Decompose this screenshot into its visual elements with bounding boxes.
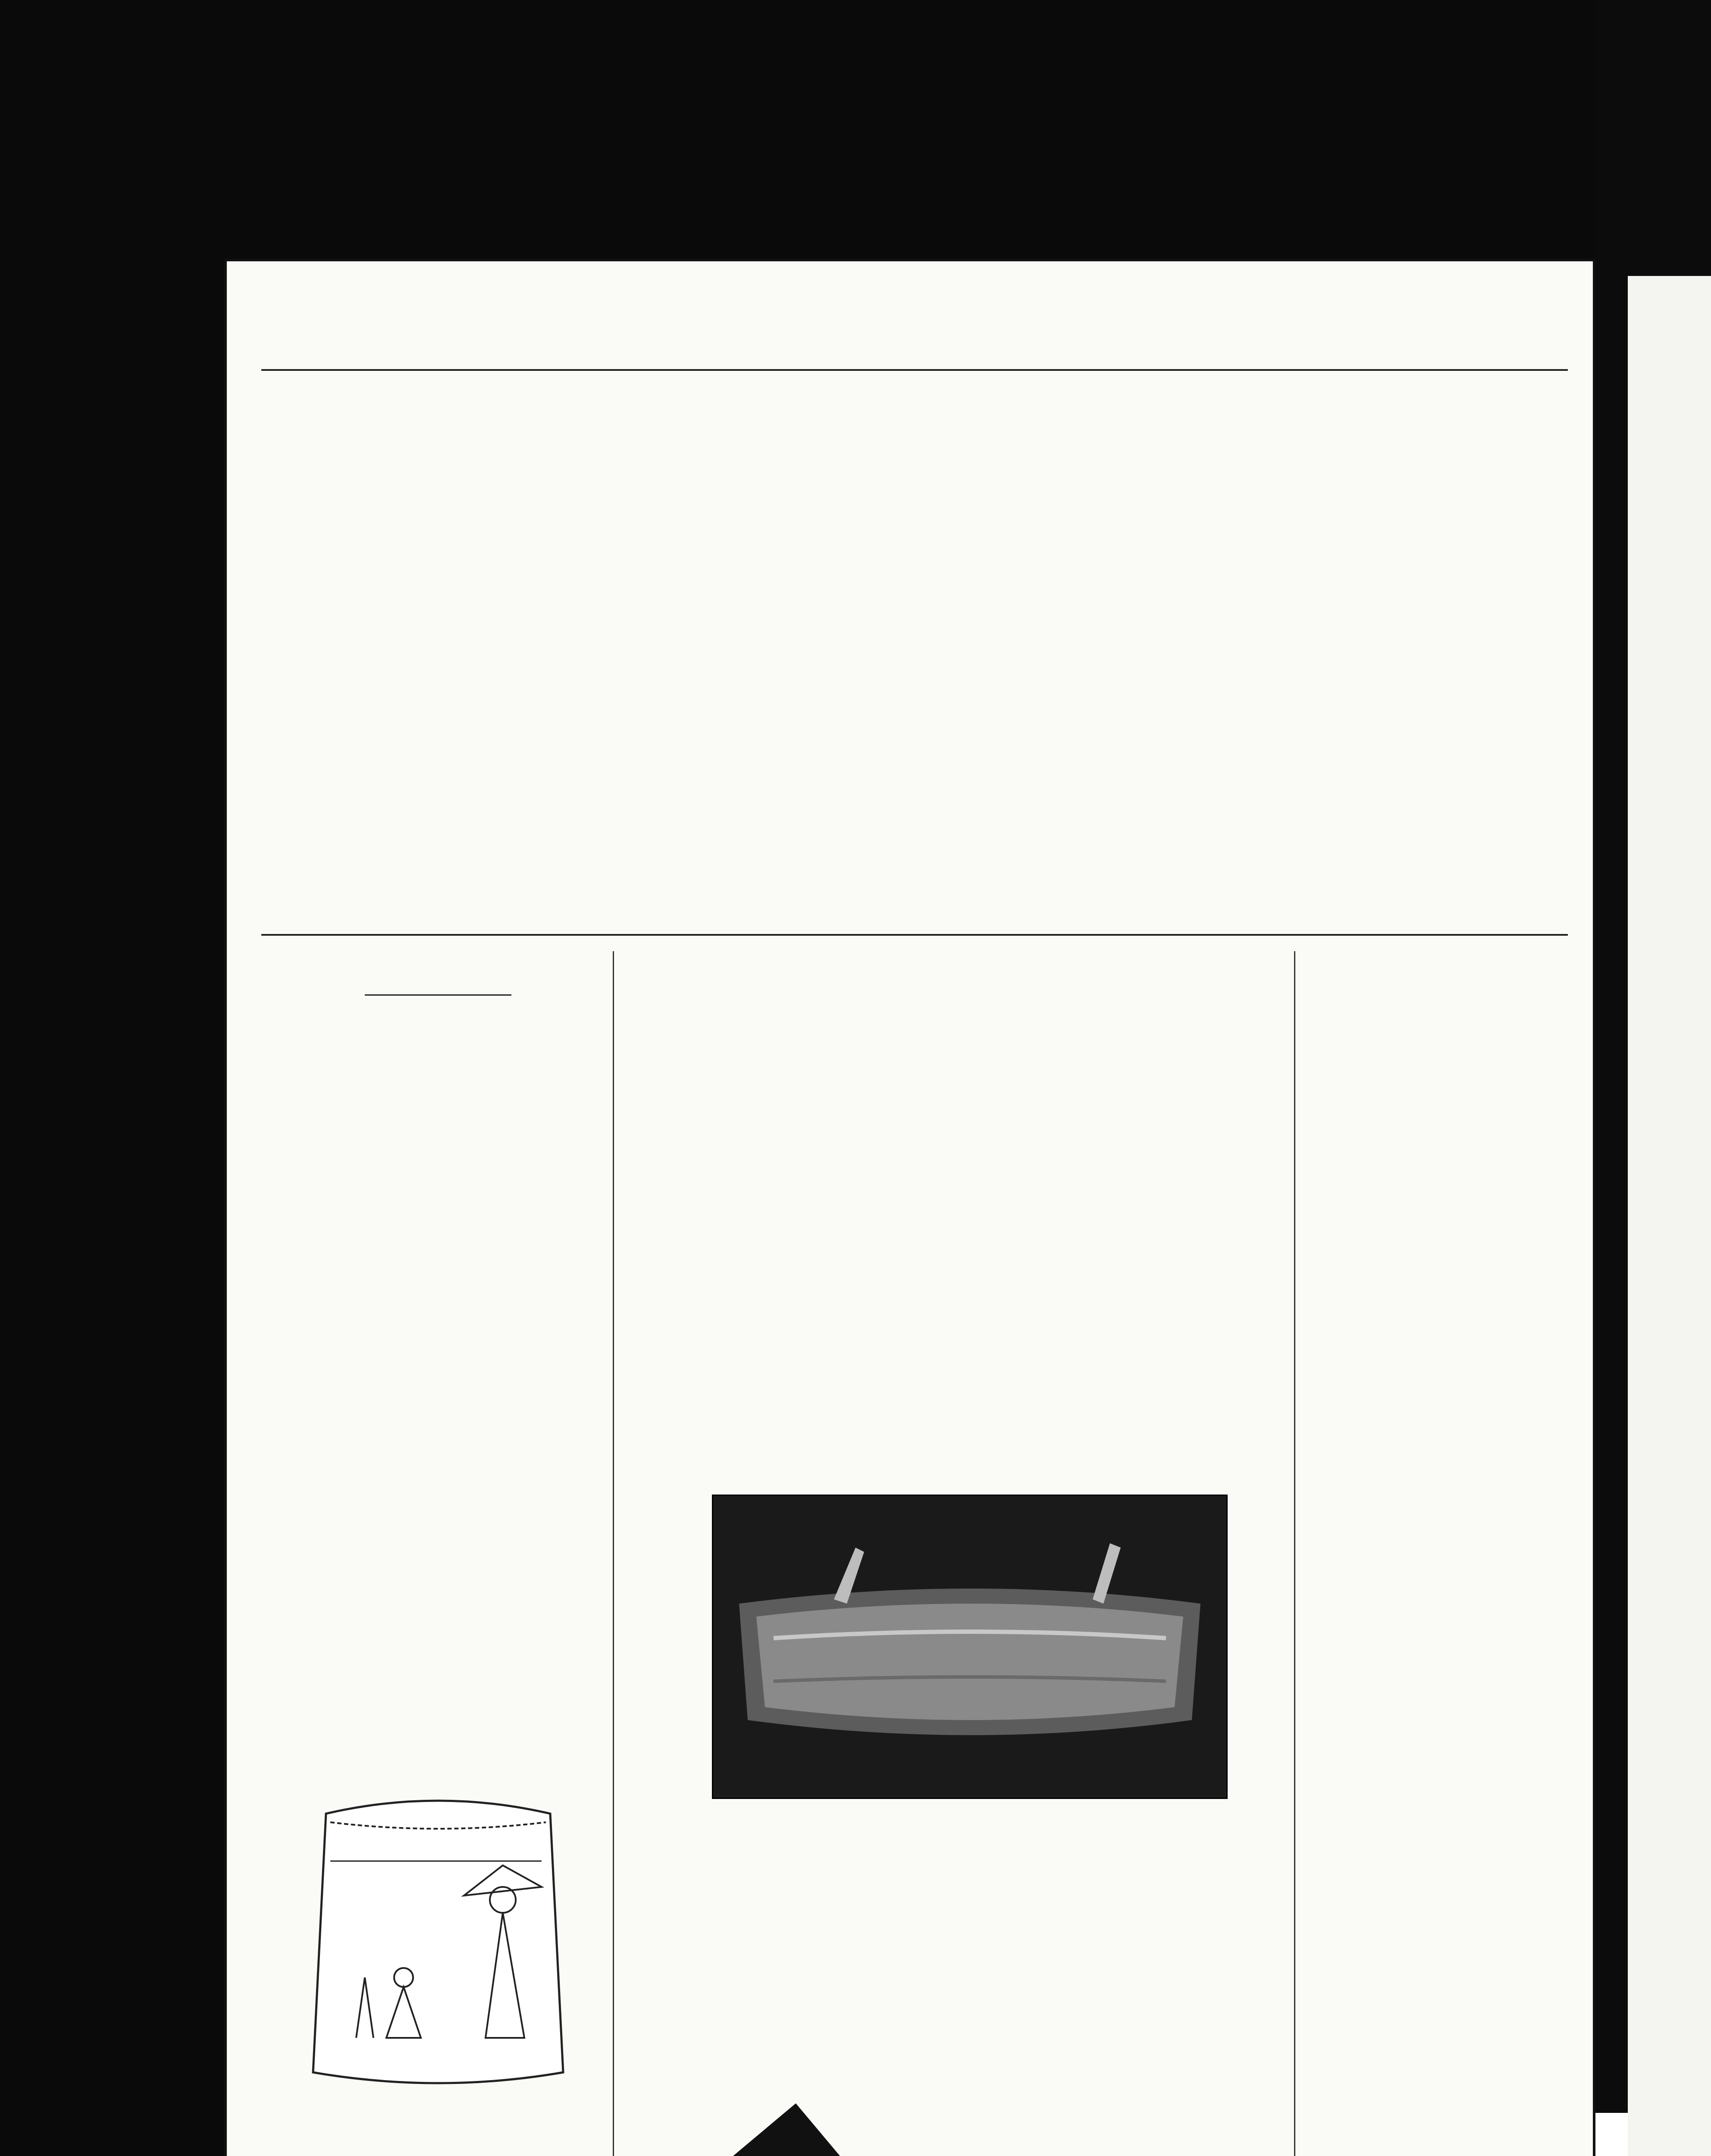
title-rule <box>365 994 511 996</box>
page-header <box>261 326 1568 371</box>
top-column-4 <box>1206 374 1559 400</box>
top-column-1 <box>261 374 563 377</box>
house-column-1 <box>266 1357 602 1359</box>
house-column-1-continued <box>266 2133 602 2135</box>
apples-column <box>589 1904 908 1907</box>
collar-case-image <box>713 1496 1224 1795</box>
top-column-2 <box>576 374 878 377</box>
house-column-4 <box>1305 949 1564 953</box>
house-column-2 <box>624 949 947 952</box>
top-column-3 <box>891 374 1193 384</box>
adjacent-page-strip <box>1628 276 1711 2156</box>
salads-column <box>921 1904 1232 1908</box>
laundry-bag-illustration <box>300 1796 576 2098</box>
scan-background-top <box>0 0 1711 259</box>
collar-case-photo <box>712 1495 1228 1799</box>
purse-illustration <box>322 1055 546 1313</box>
section-divider <box>261 934 1568 936</box>
column-rule <box>613 951 614 2156</box>
newspaper-page <box>224 259 1595 2156</box>
house-column-3 <box>960 949 1283 952</box>
scan-background-left <box>0 0 224 2156</box>
column-rule <box>1294 951 1295 2156</box>
